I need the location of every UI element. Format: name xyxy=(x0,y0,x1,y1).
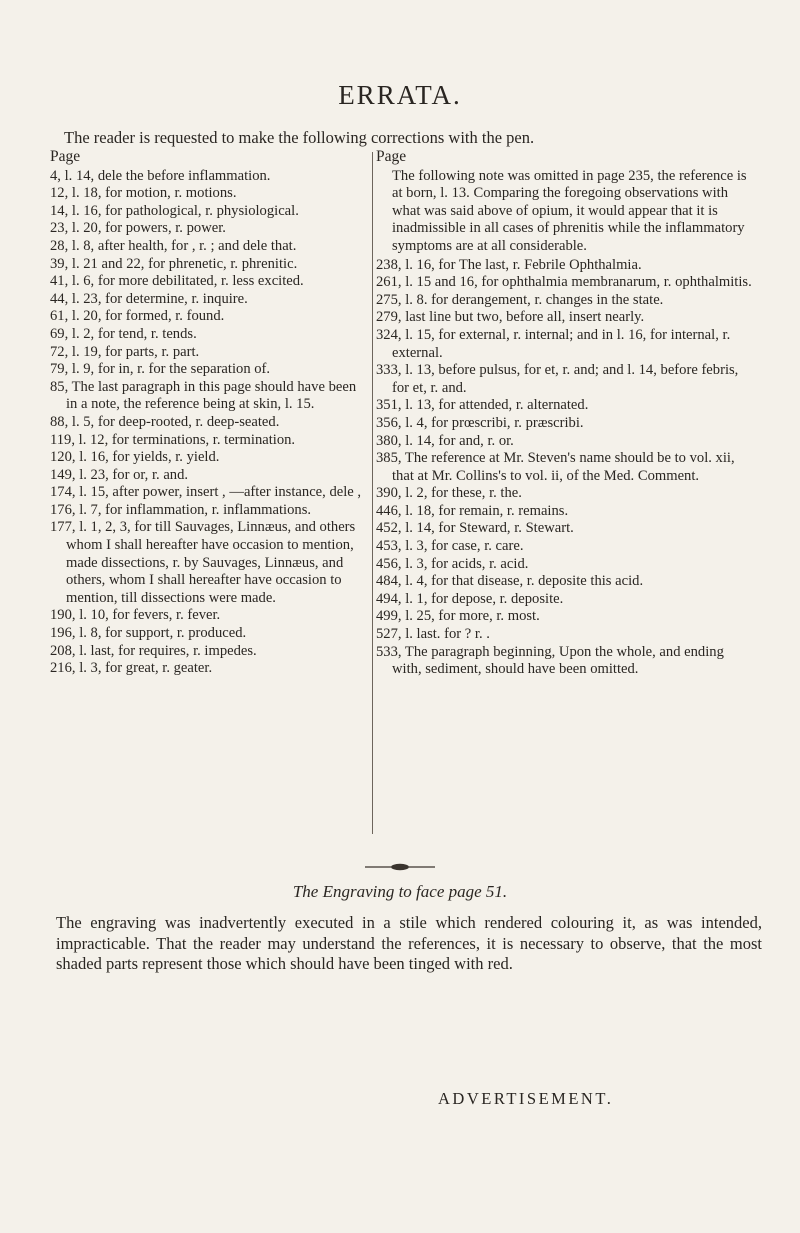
errata-entry: 452, l. 14, for Steward, r. Stewart. xyxy=(376,520,574,537)
errata-entry: 390, l. 2, for these, r. the. xyxy=(376,485,522,502)
errata-entry: 28, l. 8, after health, for , r. ; and dele that. xyxy=(50,237,297,254)
errata-entry: 533, The paragraph beginning, Upon the whole, and ending with, sediment, should have been omitted. xyxy=(376,643,724,678)
left-column xyxy=(50,148,366,678)
errata-entry: 484, l. 4, for that disease, r. deposite this acid. xyxy=(376,573,644,590)
errata-entry: 385, The reference at Mr. Steven's name should be to vol. xii, that at Mr. Collins's to vol. ii, of the Med. Comment. xyxy=(376,450,735,484)
errata-entry: 12, l. 18, for motion, r. motions. xyxy=(50,185,237,202)
footer-catchword: ADVERTISEMENT. xyxy=(438,1089,614,1108)
errata-entry: 279, last line but two, before all, insert nearly. xyxy=(376,309,645,326)
errata-entry: 4, l. 14, dele the before inflammation. xyxy=(50,167,271,184)
errata-entry: 456, l. 3, for acids, r. acid. xyxy=(376,555,529,572)
errata-entry: 120, l. 16, for yields, r. yield. xyxy=(50,449,220,466)
left-column-heading: Page xyxy=(50,148,81,165)
errata-entry: 324, l. 15, for external, r. internal; and in l. 16, for internal, r. external. xyxy=(376,326,731,361)
errata-entry: 174, l. 15, after power, insert , —after instance, dele , xyxy=(50,484,362,501)
errata-entry: 88, l. 5, for deep-rooted, r. deep-seated. xyxy=(50,413,280,430)
engraving-heading: The Engraving to face page 51. xyxy=(292,882,508,901)
errata-entry: 527, l. last. for ? r. . xyxy=(376,626,490,643)
errata-entry: 72, l. 19, for parts, r. part. xyxy=(50,343,200,360)
engraving-text: The engraving was inadvertently executed in a stile which rendered colouring it, as was intended, impracticable. That the reader may understand the references, it is necessary to observe, that the most shaded parts represent those which should have been tinged with red. xyxy=(56,913,762,974)
errata-entry: 85, The last paragraph in this page should have been in a note, the reference being at skin, l. 15. xyxy=(50,378,357,413)
errata-entry: 351, l. 13, for attended, r. alternated. xyxy=(376,397,589,414)
ornament-rule-icon xyxy=(365,863,435,871)
errata-entry: 494, l. 1, for depose, r. deposite. xyxy=(376,590,564,607)
errata-columns xyxy=(50,148,770,848)
errata-entry: 44, l. 23, for determine, r. inquire. xyxy=(50,290,248,307)
page-title: ERRATA. xyxy=(338,80,462,110)
errata-entry: 196, l. 8, for support, r. produced. xyxy=(50,625,247,642)
errata-entry: 14, l. 16, for pathological, r. physiological. xyxy=(50,202,299,219)
errata-entry: 261, l. 15 and 16, for ophthalmia membranarum, r. ophthalmitis. xyxy=(376,274,752,291)
errata-entry: 190, l. 10, for fevers, r. fever. xyxy=(50,607,221,624)
errata-entry: 79, l. 9, for in, r. for the separation of. xyxy=(50,361,271,378)
ornament-rule xyxy=(0,858,800,876)
errata-entry: 39, l. 21 and 22, for phrenetic, r. phrenitic. xyxy=(50,255,298,272)
intro-text: The reader is requested to make the following corrections with the pen. xyxy=(64,128,535,147)
errata-entry: 61, l. 20, for formed, r. found. xyxy=(50,308,225,325)
column-divider xyxy=(372,152,373,834)
errata-entry: 177, l. 1, 2, 3, for till Sauvages, Linnæus, and others whom I shall hereafter have occasion to mention, made dissections, r. by Sauvages, Linnæus, and others, whom I shall hereafter have occasion to mention, till dissections were made. xyxy=(50,519,356,606)
left-entries xyxy=(50,168,366,678)
errata-entry: 333, l. 13, before pulsus, for et, r. and; and l. 14, before febris, for et, r. and. xyxy=(376,362,739,396)
errata-entry: 208, l. last, for requires, r. impedes. xyxy=(50,642,257,659)
errata-entry: 380, l. 14, for and, r. or. xyxy=(376,432,514,449)
errata-entry: 446, l. 18, for remain, r. remains. xyxy=(376,502,569,519)
errata-entry: 149, l. 23, for or, r. and. xyxy=(50,466,189,483)
errata-entry: 216, l. 3, for great, r. geater. xyxy=(50,660,213,677)
errata-entry: 119, l. 12, for terminations, r. termination. xyxy=(50,431,296,448)
errata-entry: 453, l. 3, for case, r. care. xyxy=(376,538,524,555)
errata-entry: 176, l. 7, for inflammation, r. inflammations. xyxy=(50,501,312,518)
omitted-note: The following note was omitted in page 235, the reference is at born, l. 13. Comparing the foregoing observations with what was said above of opium, it would appear that it is inadmissible in all cases of phrenitis while the inflammatory symptoms are at all considerable. xyxy=(392,167,747,254)
errata-entry: 275, l. 8. for derangement, r. changes in the state. xyxy=(376,291,664,308)
errata-entry: 41, l. 6, for more debilitated, r. less excited. xyxy=(50,273,304,290)
errata-entry: 499, l. 25, for more, r. most. xyxy=(376,608,540,625)
right-column-heading: Page xyxy=(376,148,407,165)
right-column xyxy=(376,148,752,679)
right-entries xyxy=(376,257,752,679)
errata-entry: 23, l. 20, for powers, r. power. xyxy=(50,220,226,237)
errata-entry: 238, l. 16, for The last, r. Febrile Ophthalmia. xyxy=(376,256,642,273)
errata-entry: 69, l. 2, for tend, r. tends. xyxy=(50,325,197,342)
errata-entry: 356, l. 4, for prœscribi, r. præscribi. xyxy=(376,414,584,431)
